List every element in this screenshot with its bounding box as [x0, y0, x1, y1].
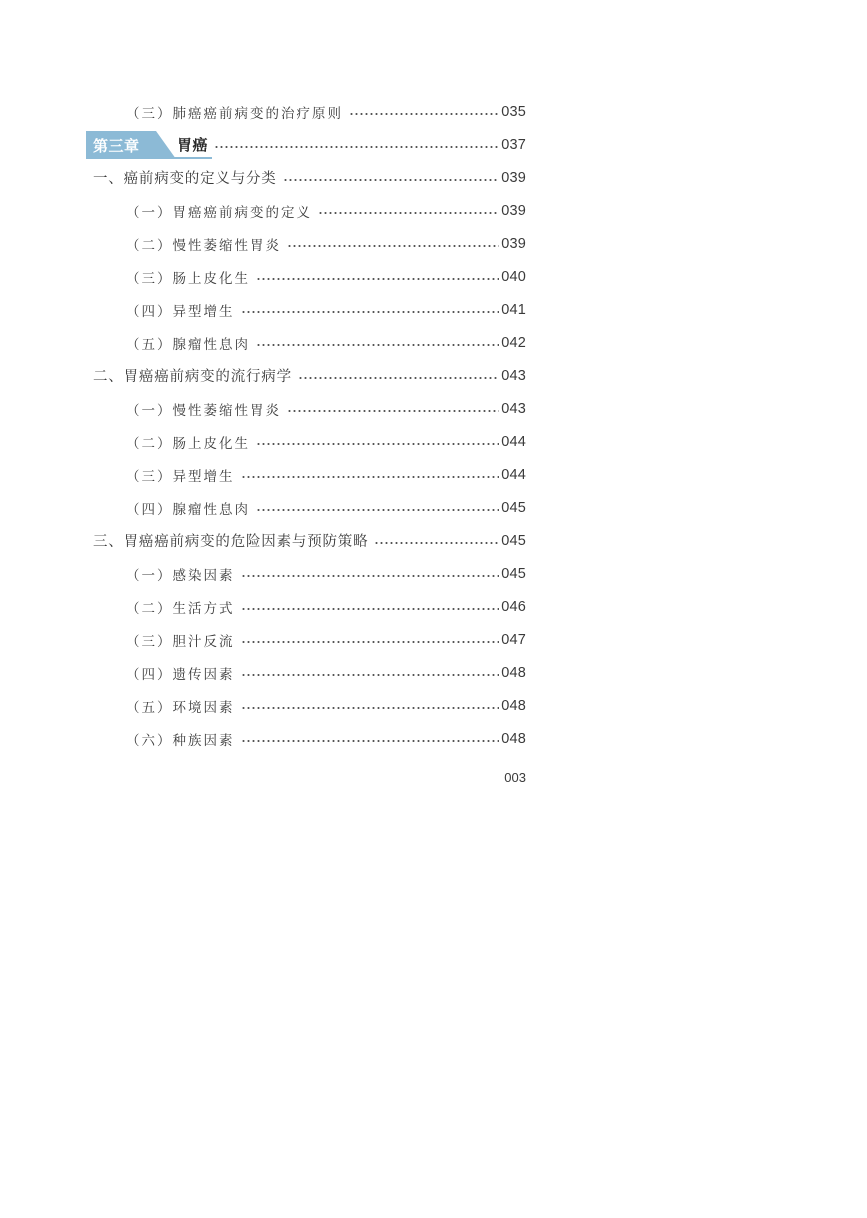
toc-entry[interactable]	[0, 95, 867, 128]
toc-entry[interactable]	[0, 260, 867, 293]
dot-leader	[374, 536, 499, 550]
toc-entry-title: （五）环境因素	[126, 699, 235, 716]
dot-leader	[241, 470, 500, 484]
toc-entry[interactable]	[0, 689, 867, 722]
toc-entry[interactable]	[0, 557, 867, 590]
toc-entry[interactable]	[0, 623, 867, 656]
dot-leader	[256, 272, 499, 286]
toc-entry[interactable]	[0, 590, 867, 623]
toc-entry-title: （一）感染因素	[126, 567, 235, 584]
toc-entry-page: 043	[501, 367, 526, 384]
toc-entry[interactable]	[0, 722, 867, 755]
toc-section-entry[interactable]	[0, 359, 867, 392]
toc-section-entry[interactable]	[0, 524, 867, 557]
toc-entry-title: （五）腺瘤性息肉	[126, 336, 250, 353]
toc-entry[interactable]	[0, 227, 867, 260]
dot-leader	[298, 371, 499, 385]
dot-leader	[241, 305, 500, 319]
toc-entry-page: 044	[501, 433, 526, 450]
toc-entry[interactable]	[0, 458, 867, 491]
toc-entry-page: 040	[501, 268, 526, 285]
toc-entry[interactable]	[0, 425, 867, 458]
dot-leader	[283, 173, 499, 187]
dot-leader	[241, 569, 500, 583]
toc-entry-page: 037	[501, 136, 526, 153]
toc-entry-title: （二）生活方式	[126, 600, 235, 617]
dot-leader	[287, 404, 499, 418]
dot-leader	[241, 635, 500, 649]
toc-entry-title: 三、胃癌癌前病变的危险因素与预防策略	[93, 534, 369, 550]
toc-entry-page: 039	[501, 235, 526, 252]
toc-entry-title: （三）肺癌癌前病变的治疗原则	[126, 105, 343, 122]
toc-section-entry[interactable]	[0, 161, 867, 194]
toc-entry-page: 039	[501, 169, 526, 186]
toc-entry[interactable]	[0, 293, 867, 326]
dot-leader	[241, 602, 500, 616]
toc-entry-title: 一、癌前病变的定义与分类	[93, 171, 277, 187]
dot-leader	[241, 734, 500, 748]
toc-entry-title: （六）种族因素	[126, 732, 235, 749]
dot-leader	[241, 668, 500, 682]
toc-entry-page: 048	[501, 697, 526, 714]
toc-entry-page: 035	[501, 103, 526, 120]
toc-entry-page: 046	[501, 598, 526, 615]
toc-entry-page: 042	[501, 334, 526, 351]
chapter-number: 第三章	[93, 137, 140, 155]
toc-entry-page: 045	[501, 499, 526, 516]
chapter-title: 胃癌	[177, 136, 209, 154]
dot-leader	[241, 701, 500, 715]
toc-entry[interactable]	[0, 326, 867, 359]
toc-entry[interactable]	[0, 392, 867, 425]
toc-entry-page: 048	[501, 664, 526, 681]
toc-entry-page: 048	[501, 730, 526, 747]
toc-entry[interactable]	[0, 656, 867, 689]
dot-leader	[214, 140, 499, 154]
dot-leader	[287, 239, 499, 253]
toc-entry-title: （一）胃癌癌前病变的定义	[126, 204, 312, 221]
toc-entry-page: 045	[501, 532, 526, 549]
toc-chapter-entry[interactable]	[0, 128, 867, 161]
toc-entry[interactable]	[0, 194, 867, 227]
dot-leader	[256, 503, 499, 517]
dot-leader	[256, 437, 499, 451]
toc-entry-page: 039	[501, 202, 526, 219]
toc-entry-title: （三）异型增生	[126, 468, 235, 485]
toc-entry-title: （三）肠上皮化生	[126, 270, 250, 287]
toc-entry[interactable]	[0, 491, 867, 524]
toc-entry-title: 二、胃癌癌前病变的流行病学	[93, 369, 292, 385]
toc-entry-page: 045	[501, 565, 526, 582]
toc-entry-page: 044	[501, 466, 526, 483]
toc-entry-page: 043	[501, 400, 526, 417]
dot-leader	[349, 107, 499, 121]
page-number: 003	[504, 770, 526, 785]
dot-leader	[256, 338, 499, 352]
toc-entry-title: （四）异型增生	[126, 303, 235, 320]
toc-entry-title: （二）肠上皮化生	[126, 435, 250, 452]
toc-entry-title: （四）遗传因素	[126, 666, 235, 683]
dot-leader	[318, 206, 499, 220]
toc-entry-title: （三）胆汁反流	[126, 633, 235, 650]
toc-entry-title: （一）慢性萎缩性胃炎	[126, 402, 281, 419]
toc-entry-page: 041	[501, 301, 526, 318]
toc-entry-title: （四）腺瘤性息肉	[126, 501, 250, 518]
toc-entry-page: 047	[501, 631, 526, 648]
toc-entry-title: （二）慢性萎缩性胃炎	[126, 237, 281, 254]
